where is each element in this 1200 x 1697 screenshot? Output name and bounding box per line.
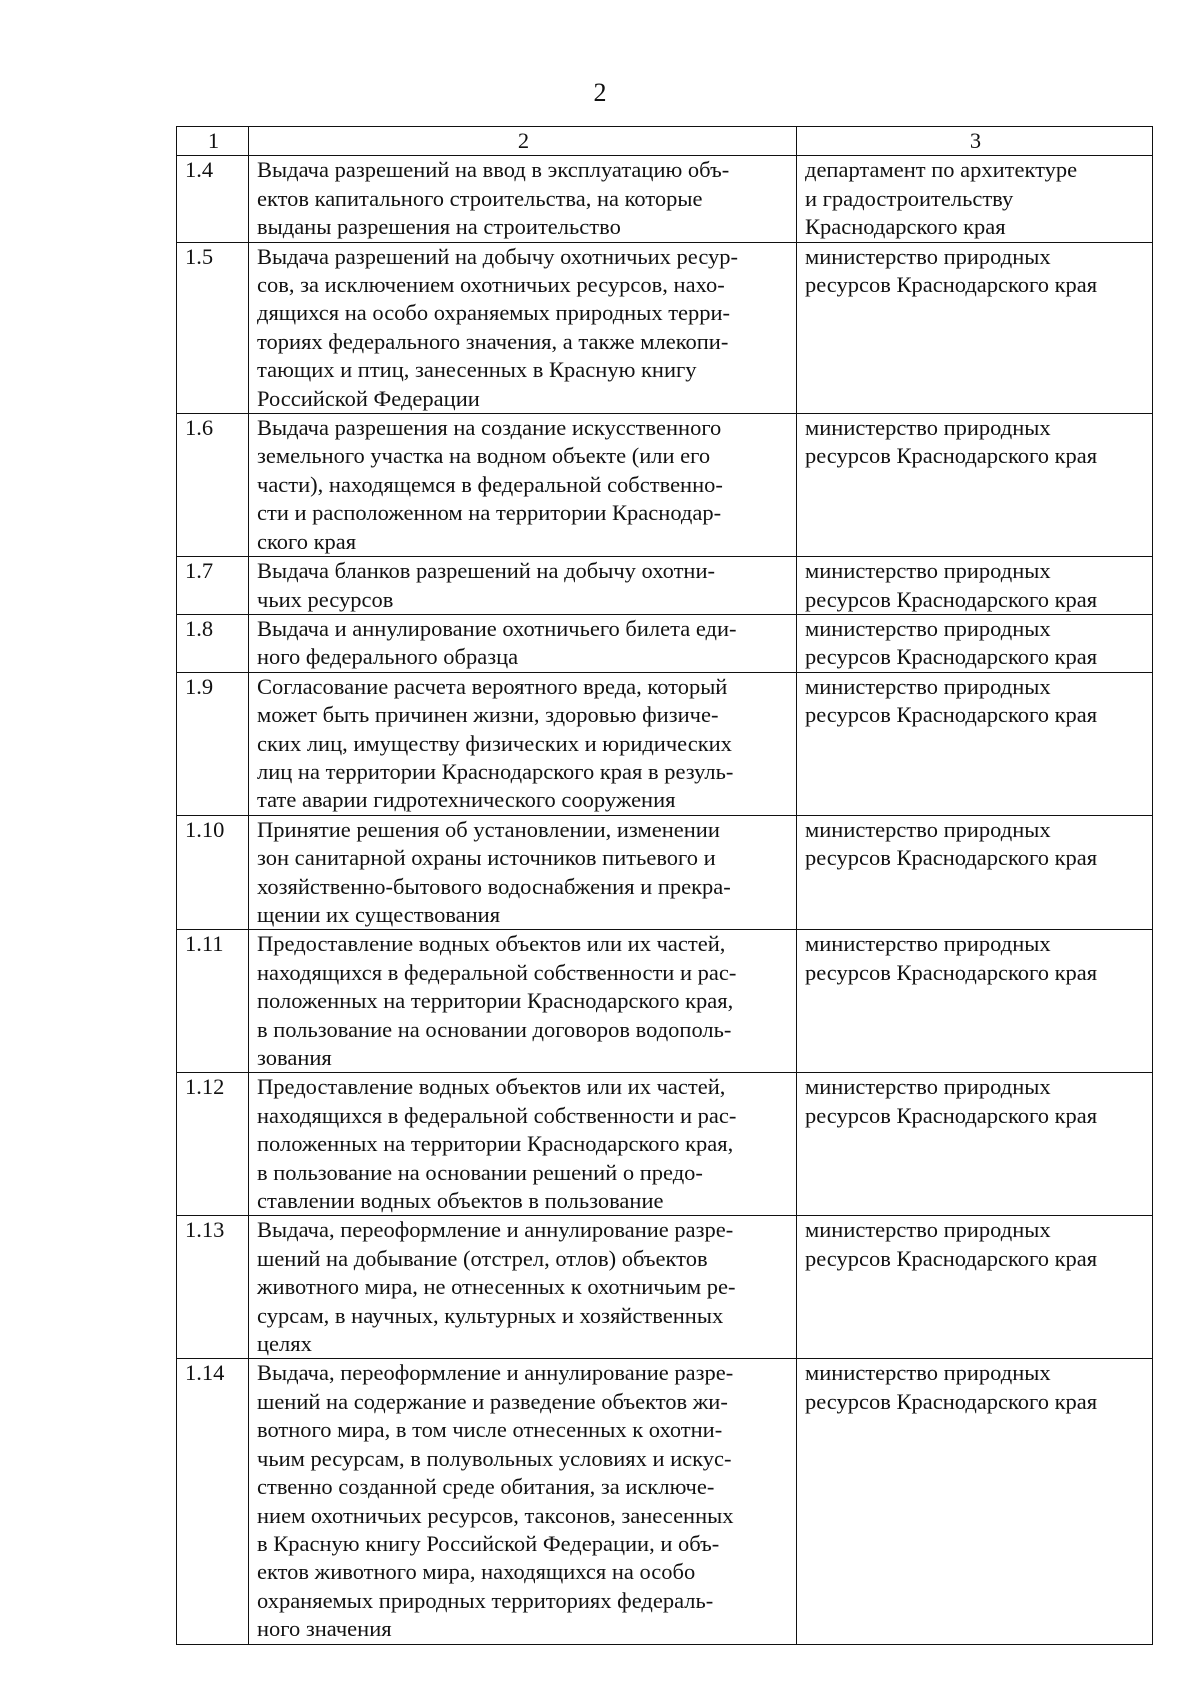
service-description-line: в пользование на основании решений о предо- xyxy=(257,1159,703,1185)
responsible-authority-line: ресурсов Краснодарского края xyxy=(805,443,1098,469)
service-description-line: дящихся на особо охраняемых природных терри- xyxy=(257,300,731,326)
responsible-authority-line: ресурсов Краснодарского края xyxy=(805,702,1098,728)
column-header-authority: 3 xyxy=(797,127,1153,156)
row-number: 1.11 xyxy=(177,930,249,1073)
row-number: 1.5 xyxy=(177,242,249,413)
table-body xyxy=(177,156,1153,1644)
row-number: 1.6 xyxy=(177,414,249,557)
responsible-authority-line: департамент по архитектуре xyxy=(805,157,1078,183)
service-description-line: ского края xyxy=(257,528,357,554)
table-row xyxy=(177,672,1153,815)
responsible-authority-line: министерство природных xyxy=(805,1074,1051,1100)
service-description-line: ного федерального образца xyxy=(257,644,519,670)
responsible-authority-line: министерство природных xyxy=(805,673,1051,699)
responsible-authority xyxy=(797,557,1153,615)
service-description-line: Выдача и аннулирование охотничьего билета еди- xyxy=(257,615,737,641)
service-description-line: Российской Федерации xyxy=(257,385,480,411)
service-description-line: хозяйственно-бытового водоснабжения и прекра- xyxy=(257,873,731,899)
service-description-line: чьих ресурсов xyxy=(257,586,394,612)
service-description-line: ного значения xyxy=(257,1616,392,1642)
page-number: 2 xyxy=(593,78,607,107)
service-description-line: зон санитарной охраны источников питьевого и xyxy=(257,845,716,871)
responsible-authority-line: министерство природных xyxy=(805,243,1051,269)
service-description-line: охраняемых природных территориях федераль- xyxy=(257,1587,714,1613)
responsible-authority-line: ресурсов Краснодарского края xyxy=(805,272,1098,298)
responsible-authority-line: ресурсов Краснодарского края xyxy=(805,1388,1098,1414)
service-description-line: шений на добывание (отстрел, отлов) объектов xyxy=(257,1245,708,1271)
service-description-line: ставлении водных объектов в пользование xyxy=(257,1188,664,1214)
service-description-line: щении их существования xyxy=(257,901,501,927)
service-description-line: ектов капитального строительства, на которые xyxy=(257,185,703,211)
responsible-authority xyxy=(797,1359,1153,1644)
responsible-authority xyxy=(797,614,1153,672)
service-description-line: земельного участка на водном объекте (или его xyxy=(257,443,711,469)
row-number: 1.13 xyxy=(177,1216,249,1359)
service-description-line: в пользование на основании договоров водополь- xyxy=(257,1016,732,1042)
table-row xyxy=(177,1359,1153,1644)
responsible-authority-line: министерство природных xyxy=(805,816,1051,842)
responsible-authority xyxy=(797,1216,1153,1359)
service-description-line: в Красную книгу Российской Федерации, и объ- xyxy=(257,1530,720,1556)
responsible-authority-line: ресурсов Краснодарского края xyxy=(805,845,1098,871)
responsible-authority-line: министерство природных xyxy=(805,558,1051,584)
table-row xyxy=(177,156,1153,242)
service-description-line: находящихся в федеральной собственности и рас- xyxy=(257,1102,737,1128)
table-row xyxy=(177,614,1153,672)
service-description-line: вотного мира, в том числе отнесенных к охотни- xyxy=(257,1417,723,1443)
service-description-line: лиц на территории Краснодарского края в резуль- xyxy=(257,758,734,784)
service-description xyxy=(249,614,797,672)
responsible-authority xyxy=(797,1073,1153,1216)
responsible-authority-line: ресурсов Краснодарского края xyxy=(805,1102,1098,1128)
responsible-authority-line: и градостроительству xyxy=(805,185,1014,211)
service-description-line: шений на содержание и разведение объектов жи- xyxy=(257,1388,728,1414)
service-description-line: положенных на территории Краснодарского края, xyxy=(257,1131,734,1157)
service-description-line: положенных на территории Краснодарского края, xyxy=(257,988,734,1014)
service-description xyxy=(249,815,797,930)
responsible-authority xyxy=(797,156,1153,242)
service-description-line: сурсам, в научных, культурных и хозяйственных xyxy=(257,1302,724,1328)
service-description-line: Выдача разрешения на создание искусственного xyxy=(257,415,722,441)
service-description-line: тате аварии гидротехнического сооружения xyxy=(257,787,676,813)
service-description-line: части), находящемся в федеральной собственно- xyxy=(257,471,723,497)
service-description-line: ских лиц, имуществу физических и юридических xyxy=(257,730,732,756)
responsible-authority xyxy=(797,242,1153,413)
service-description-line: ториях федерального значения, а также млекопи- xyxy=(257,328,729,354)
service-description-line: ственно созданной среде обитания, за исключе- xyxy=(257,1474,715,1500)
service-description-line: Согласование расчета вероятного вреда, который xyxy=(257,673,728,699)
services-table xyxy=(176,126,1153,1645)
service-description-line: Выдача разрешений на добычу охотничьих ресур- xyxy=(257,243,739,269)
responsible-authority-line: ресурсов Краснодарского края xyxy=(805,644,1098,670)
service-description-line: Принятие решения об установлении, изменении xyxy=(257,816,720,842)
service-description-line: целях xyxy=(257,1331,312,1357)
service-description-line: сов, за исключением охотничьих ресурсов, нахо- xyxy=(257,272,725,298)
row-number: 1.7 xyxy=(177,557,249,615)
table-row xyxy=(177,414,1153,557)
service-description-line: находящихся в федеральной собственности и рас- xyxy=(257,959,737,985)
service-description-line: чьим ресурсам, в полувольных условиях и искус- xyxy=(257,1445,732,1471)
service-description-line: Выдача бланков разрешений на добычу охотни- xyxy=(257,558,715,584)
row-number: 1.12 xyxy=(177,1073,249,1216)
table-row xyxy=(177,815,1153,930)
service-description xyxy=(249,557,797,615)
service-description-line: Выдача, переоформление и аннулирование разре- xyxy=(257,1360,734,1386)
service-description xyxy=(249,1216,797,1359)
service-description-line: может быть причинен жизни, здоровью физиче- xyxy=(257,702,719,728)
responsible-authority xyxy=(797,930,1153,1073)
responsible-authority-line: министерство природных xyxy=(805,1217,1051,1243)
row-number: 1.8 xyxy=(177,614,249,672)
responsible-authority-line: министерство природных xyxy=(805,615,1051,641)
table-row xyxy=(177,557,1153,615)
service-description xyxy=(249,242,797,413)
row-number: 1.10 xyxy=(177,815,249,930)
responsible-authority xyxy=(797,414,1153,557)
responsible-authority-line: ресурсов Краснодарского края xyxy=(805,959,1098,985)
responsible-authority-line: министерство природных xyxy=(805,1360,1051,1386)
service-description xyxy=(249,156,797,242)
responsible-authority-line: министерство природных xyxy=(805,415,1051,441)
service-description xyxy=(249,1359,797,1644)
table-row xyxy=(177,1073,1153,1216)
service-description-line: Выдача, переоформление и аннулирование разре- xyxy=(257,1217,734,1243)
service-description-line: Предоставление водных объектов или их частей, xyxy=(257,1074,726,1100)
service-description-line: животного мира, не отнесенных к охотничьим ре- xyxy=(257,1274,736,1300)
service-description-line: зования xyxy=(257,1045,332,1070)
service-description-line: Выдача разрешений на ввод в эксплуатацию объ- xyxy=(257,157,730,183)
column-header-service: 2 xyxy=(249,127,797,156)
responsible-authority-line: Краснодарского края xyxy=(805,214,1006,240)
service-description-line: сти и расположенном на территории Краснодар- xyxy=(257,500,722,526)
service-description-line: нием охотничьих ресурсов, таксонов, занесенных xyxy=(257,1502,734,1528)
service-description-line: ектов животного мира, находящихся на особо xyxy=(257,1559,696,1585)
responsible-authority-line: ресурсов Краснодарского края xyxy=(805,1245,1098,1271)
service-description-line: тающих и птиц, занесенных в Красную книгу xyxy=(257,357,697,383)
responsible-authority xyxy=(797,815,1153,930)
table-header-row xyxy=(177,127,1153,156)
service-description xyxy=(249,672,797,815)
table-row xyxy=(177,1216,1153,1359)
table-row xyxy=(177,242,1153,413)
service-description-line: выданы разрешения на строительство xyxy=(257,214,621,240)
row-number: 1.14 xyxy=(177,1359,249,1644)
service-description xyxy=(249,930,797,1073)
service-description xyxy=(249,414,797,557)
column-header-number: 1 xyxy=(177,127,249,156)
service-description xyxy=(249,1073,797,1216)
responsible-authority-line: ресурсов Краснодарского края xyxy=(805,586,1098,612)
responsible-authority-line: министерство природных xyxy=(805,931,1051,957)
row-number: 1.9 xyxy=(177,672,249,815)
table-row xyxy=(177,930,1153,1073)
responsible-authority xyxy=(797,672,1153,815)
service-description-line: Предоставление водных объектов или их частей, xyxy=(257,931,726,957)
row-number: 1.4 xyxy=(177,156,249,242)
